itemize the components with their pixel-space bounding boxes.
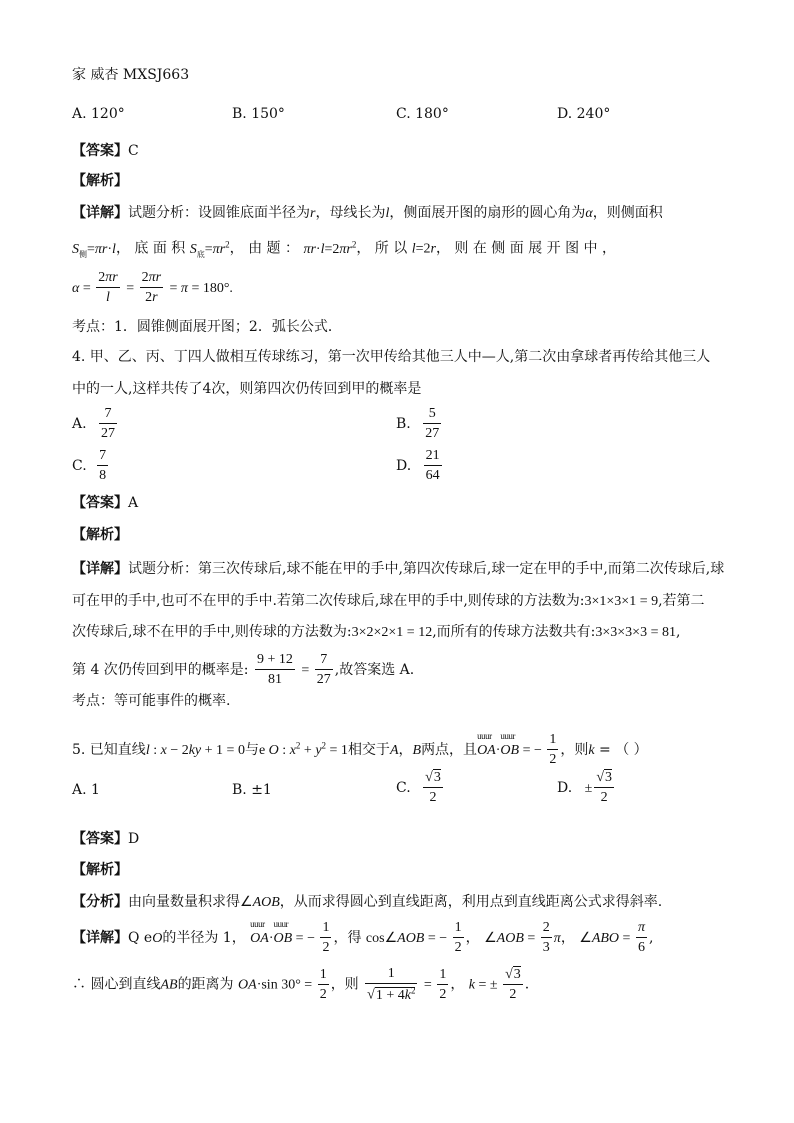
q3-option-c: C. 180° <box>396 106 449 122</box>
q4-answer: 【答案】A <box>72 495 139 511</box>
q5-option-c: C. $\frac{√3}{2}$ <box>396 770 441 806</box>
q4-kaodian: 考点：等可能事件的概率. <box>72 693 231 709</box>
q5-option-d: D. ± $\frac{√3}{2}$ <box>557 770 613 806</box>
q3-answer <box>72 144 139 158</box>
q4-option-c: C. $\frac{7}{8}$ <box>72 448 107 484</box>
answer-value: C <box>128 143 139 159</box>
q3-kaodian: 考点：1．圆锥侧面展开图；2．弧长公式． <box>72 319 342 335</box>
q3-detail-line1: 【详解】试题分析：设圆锥底面半径为r，母线长为l，侧面展开图的扇形的圆心角为α，则侧面积 <box>72 205 663 221</box>
q4-detail-line4: 第 4 次仍传回到甲的概率是: $\frac{9 + 12}{81}$ = $\frac{7}{27}$ ,故答案选 A. <box>72 652 415 688</box>
q3-option-a: A. 120° <box>72 106 125 122</box>
q4-analysis-tag: 【解析】 <box>72 527 128 543</box>
q5-option-b: B. ±1 <box>232 782 272 798</box>
q5-option-a: A. 1 <box>72 782 100 798</box>
q4-stem-line1: 4. 甲、乙、丙、丁四人做相互传球练习，第一次甲传给其他三人中—人,第二次由拿球者再传给其他三人 <box>72 349 711 365</box>
header-text: 家 威杏 MXSJ663 <box>72 67 190 83</box>
q3-analysis-tag: 【解析】 <box>72 173 128 189</box>
q4-detail-line2: 可在甲的手中,也可不在甲的手中.若第二次传球后,球在甲的手中,则传球的方法数为:3×1×3×1 = 9,若第二 <box>72 593 705 609</box>
q4-detail-line3: 次传球后,球不在甲的手中,则传球的方法数为:3×2×2×1 = 12,而所有的传球方法数共有:3×3×3×3 = 81, <box>72 624 681 640</box>
q4-detail-line1: 【详解】试题分析：第三次传球后,球不能在甲的手中,第四次传球后,球一定在甲的手中,而第二次传球后,球 <box>72 561 725 577</box>
answer-tag: 【答案】 <box>72 143 128 159</box>
q5-conclusion: ∴ 圆心到直线AB的距离为 OA·sin 30° = $\frac{1}{2}$ ，则 $\frac{1}{√1 + 4k^2}$ = $\frac{1}{2}$ ， k = ± $\frac{√3}{2}$ . <box>72 966 530 1004</box>
q3-detail-line3: α = $\frac{2\pi r}{l}$ = $\frac{2\pi r}{2r}$ = π = 180°. <box>72 270 233 306</box>
q5-analysis-tag: 【解析】 <box>72 862 128 878</box>
q5-answer: 【答案】D <box>72 831 140 847</box>
q4-option-a: A. $\frac{7}{27}$ <box>72 406 116 442</box>
q3-detail-line2: $S_侧=\pi r\cdot l$， 底 面 积 $S_底=\pi r^2$， 由 题 ： $\pi r\cdot l=2\pi r^2$， 所 以 l=2r， 则 在 侧 面 展 开 图 中 ， <box>72 239 617 259</box>
q4-option-b: B. $\frac{5}{27}$ <box>396 406 440 442</box>
q5-fenxi: 【分析】由向量数量积求得∠AOB，从而求得圆心到直线距离，利用点到直线距离公式求得斜率. <box>72 894 663 910</box>
q3-option-b: B. 150° <box>232 106 285 122</box>
q3-option-d: D. 240° <box>557 106 611 122</box>
q5-detail: 【详解】Q eO的半径为 1， uuur OA·uuur OB = − $\frac{1}{2}$ ，得 cos∠AOB = − $\frac{1}{2}$ ， ∠AOB = $\frac{2}{3}$ π， ∠ABO = $\frac{\pi}{6}$ , <box>72 920 653 956</box>
q5-stem: 5. 已知直线l : x − 2ky + 1 = 0与e O : $x^2 + y^2 = 1$相交于A，B两点，且uuur OA·uuur OB = − $\frac{1}{2}$ ，则k = （ ） <box>72 732 648 768</box>
q4-option-d: D. $\frac{21}{64}$ <box>396 448 440 484</box>
q4-stem-line2: 中的一人,这样共传了4次，则第四次仍传回到甲的概率是 <box>72 381 422 397</box>
